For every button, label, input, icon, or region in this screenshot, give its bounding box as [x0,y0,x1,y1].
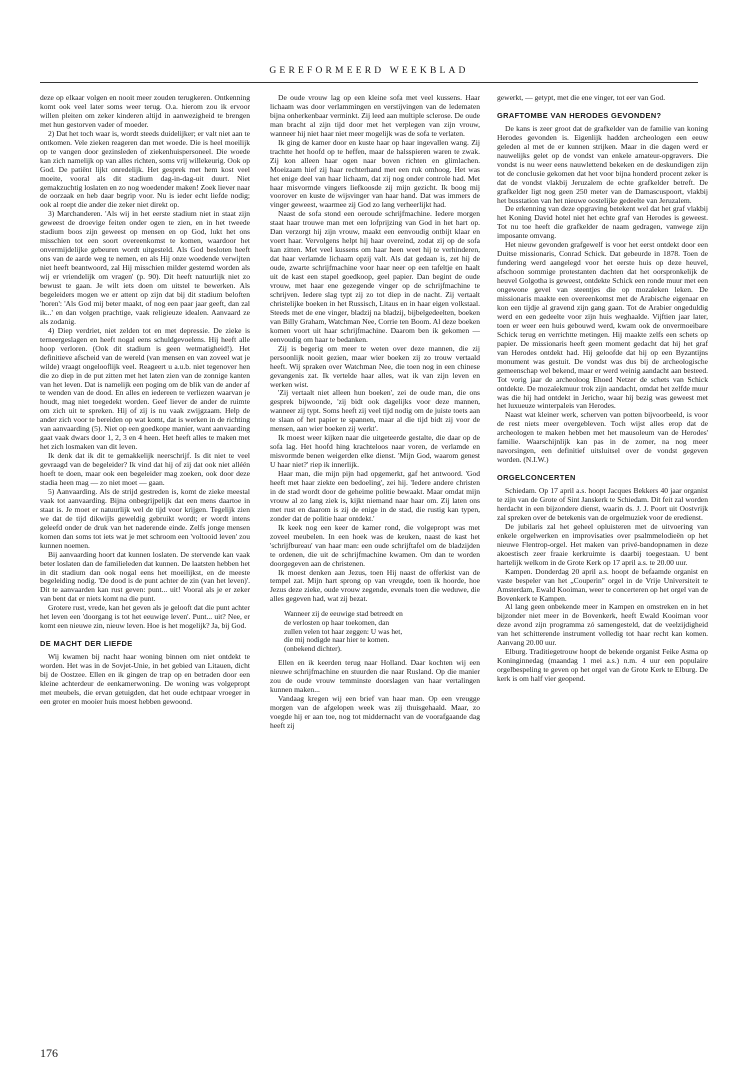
section-heading: ORGELCONCERTEN [497,473,576,483]
paragraph: Haar man, die mijn pijn had opgemerkt, gaf het antwoord. 'God heeft met haar ziekte een bedoeling', zei hij. 'Iedere andere christen in de stad wordt door de geheime politie bewaakt. Maar omdat mijn vrouw al zo lang ziek is, kijkt niemand naar haar om. Zij laten ons met rust en daarom is zij de enige in de stad, die rustig kan typen, zonder dat de politie haar ontdekt.' [270,469,480,523]
paragraph: Ik keek nog een keer de kamer rond, die volgepropt was met zoveel meubelen. In een hoek was de keuken, naast de kast het 'schrijfbureau' van haar man: een oude schrijftafel om de bladzijden te ordenen, die uit de schrijfmachine kwamen. Om dan te worden doorgegeven aan de christenen. [270,522,480,568]
paragraph: Vandaag kregen wij een brief van haar man. Op een vreugge morgen van de afgelopen week was zij thuisgehaald. Maar, zo voegde hij er aan toe, nog tot middernacht van de voorafgaande dag heeft zij [270,694,480,730]
paragraph: Bij aanvaarding hoort dat kunnen loslaten. De stervende kan vaak beter loslaten dan de familieleden dat kunnen. De laatsten hebben het in dit stadium dan ook nogal eens het moeilijkst, en de meeste begeleiding nodig. 'De dood is de punt achter de zin (van het leven)'. Dit te aanvaarden kan rust geven: punt... uit! Vooral als je er zeker van bent dat er niets komt na die punt. [40,549,250,604]
paragraph: gewerkt, — getypt, met die ene vinger, tot eer van God. [497,94,666,102]
paragraph: Ik ging de kamer door en kuste haar op haar ingevallen wang. Zij trachtte het hoofd op te heffen, maar de halsspieren waren te zwak. Zij kon alleen haar ogen naar boven richten en glimlachen. Moeizaam hief zij haar rechterhand met een ruk omhoog. Het was het enige deel van haar lichaam, dat zij nog onder controle had. Met haar misvormde vingers liefkoosde zij mijn gezicht. Ik boog mij voorover en kuste de wijsvinger van haar hand. Dat was immers de vinger geweest, waarmee zij God zo lang verheerlijkt had. [270,137,480,210]
column-3 [497,94,708,1040]
paragraph: Al lang geen onbekende meer in Kampen en omstreken en in het bijzonder niet meer in de Bovenkerk, heeft Ewald Kooiman voor deze avond zijn programma zó samengesteld, dat de veelzijdigheid van het schitterende instrument volledig tot haar recht kan komen. Aanvang 20.00 uur. [497,602,708,648]
paragraph: De erkenning van deze opgraving betekent wel dat het graf vlakbij het Koning David hotel niet het echte graf van Herodes is geweest. Tot nu toe heeft die grafkelder de naam gedragen, vanwege zijn imposante omvang. [497,204,708,241]
paragraph: Naast wat kleiner werk, scherven van potten bijvoorbeeld, is voor de rest niets meer overgebleven. Toch wijst alles erop dat de archeologen te maken hebben met het mausoleum van de Herodes' familie. Waarschijnlijk kan pas in de zomer, na nog meer navorsingen, een definitief uitsluitsel over de vondst gegeven worden. (N.I.W.) [497,410,708,465]
paragraph: 4) Diep verdriet, niet zelden tot en met depressie. De zieke is terneergeslagen en heeft nogal eens schuldgevoelens. Hij heeft alle hoop verloren. (Ook dit stadium is geen wetmatigheid!). Het definitieve afscheid van de wereld (van mensen en van zoveel wat je wilde) vraagt ongelooflijk veel. Reageert u a.u.b. niet tegenover hen die zo diep in de put zitten met het laten zien van de zonnige kanten van het leven. Dat is namelijk een poging om de blik van de ander af te wenden van de dood. En alles en iedereen te verliezen waarvan je houdt, mag niet toegedekt worden. Geef liever de ander de ruimte om zich uit te spreken. Hij of zij is nu vaak zwijgzaam. Help de ander zich voor te bereiden op wat komt, dat is werken in de richting van aanvaarding (5). Niet op een goedkope manier, want aanvaarding gaat vaak dwars door 1, 2, 3 en 4 heen. Het heeft alles te maken met het zich losmaken van dit leven. [40,325,250,452]
section-heading: DE MACHT DER LIEFDE [40,639,133,649]
paragraph: Naast de sofa stond een oeroude schrijfmachine. Iedere morgen staat haar trouwe man met een lofprijzing van God in het hart op. Dan verzorgt hij zijn vrouw, maakt een eenvoudig ontbijt klaar en voert haar. Vervolgens helpt hij haar overeind, zodat zij op de sofa kan zitten. Met veel kussens om haar heen weet hij te verhinderen, dat haar verlamde lichaam opzij valt. Als dat gedaan is, zet hij de oude, zwarte schrijfmachine voor haar neer op een tafeltje en haalt uit de kast een stapel goedkoop, geel papier. Dan begint de oude vrouw, met haar ene gezegende vinger op de schrijfmachine te schrijven. Iedere slag typt zij zo tot diep in de nacht. Zij vertaalt christelijke boeken in het Russisch, Litaus en in haar eigen volkstaal. Steeds met de ene vinger, bladzij na bladzij, bijbelgedeelten, boeken van Billy Graham, Watchman Nee, Corrie ten Boom. Al deze boeken komen voort uit haar schrijfmachine. Daarom ben ik gekomen — eenvoudig om haar te bedanken. [270,209,480,344]
paragraph: Zij is begerig om meer te weten over deze mannen, die zij persoonlijk nooit gezien, maar wier boeken zij zo trouw vertaald heeft. Wij spraken over Watchman Nee, die toen nog in een chinese gevangenis zat. Ik vertelde haar alles, wat ik van zijn leven en werken wist. [270,343,480,389]
poem-line: Wanneer zij de eeuwige stad betreedt en [284,609,403,619]
paragraph: De jubilaris zal het geheel opluisteren met de uitvoering van enkele orgelwerken en improvisaties over psalmmelodieën op het nieuwe Flentrop-orgel. Het maken van privé-bandopnamen in deze akoestisch zeer fraaie kerkruimte is daarbij toegestaan. U bent hartelijk welkom in de Grote Kerk op 17 april a.s. te 20.00 uur. [497,521,708,567]
column-1 [40,94,250,1040]
paragraph: Elburg. Traditiegetrouw hoopt de bekende organist Feike Asma op Koninginnedag (maandag 1 mei a.s.) n.m. 4 uur een populaire orgelbespeling te geven op het orgel van de Grote Kerk te Elburg. De kerk is om half vier geopend. [497,647,708,684]
column-2 [270,94,480,1040]
paragraph: 2) Dat het toch waar is, wordt steeds duidelijker; er valt niet aan te ontkomen. Vele zieken reageren dan met woede. Die is heel moeilijk op te vangen door gezinsleden of ziekenhuispersoneel. Die woede kan zich namelijk op van alles richten, soms vrij willekeurig. Ook op God. De patiënt lijkt onredelijk. Het gesprek met hem kost veel moeite, vooral als dit stadium dag-in-dag-uit duurt. Niet gemakzuchtig loslaten en zo nog woedender maken! Zoek liever naar de oorzaak en heb daar begrip voor. Nu is ieder echt liefde nodig; ook al roept die ander die zeker niet direkt op. [40,128,250,210]
paragraph: 'Zij vertaalt niet alleen hun boeken', zei de oude man, die ons gesprek bijwoonde, 'zij bidt ook dagelijks voor deze mannen, wanneer zij typt. Soms heeft zij veel tijd nodig om de juiste toets aan te slaan of het papier te spannen, maar al die tijd bidt zij voor de mensen, aan wier boeken zij werkt'. [270,388,480,434]
poem-line: die mij nodigde naar hier te komen. [284,635,390,645]
paragraph: Schiedam. Op 17 april a.s. hoopt Jacques Bekkers 40 jaar organist te zijn van de Grote of Sint Janskerk te Schiedam. Dit feit zal worden herdacht in een bijzondere dienst, waarin ds. J. J. Poort uit Oostvrijk zal spreken over de betekenis van de orgelmuziek voor de eredienst. [497,486,708,522]
paragraph: De kans is zeer groot dat de grafkelder van de familie van koning Herodes gevonden is. Eigenlijk hadden archeologen een eeuw geleden al met de er kunnen strijken. Maar in die dagen werd er nauwelijks gelet op de vondst van enkele amateur-opgravers. Die vondst is nu weer eens nauwlettend bekeken en de deskundigen zijn tot de conclusie gekomen dat het voor bijna honderd procent zeker is dat de vondst vlakbij Jeruzalem de echte grafkelder betreft. De grafkelder ligt nog geen 250 meter van de Damascuspoort, vlakbij het busstation van het nieuwe oostelijke gedeelte van Jeruzalem. [497,123,708,205]
paragraph: deze op elkaar volgen en nooit meer zouden terugkeren. Ontkenning komt ook veel later soms weer terug. O.a. hierom zou ik ervoor willen pleiten om zeker kinderen altijd in aanwezigheid te brengen met hun gestorven vader of moeder. [40,94,250,129]
paragraph: Ellen en ik keerden terug naar Holland. Daar kochten wij een nieuwe schrijfmachine en stuurden die naar Rusland. Op die manier zou de oude vrouw temminste doorslagen van haar vertalingen kunnen maken... [270,658,480,695]
paragraph: Kampen. Donderdag 20 april a.s. hoopt de befaamde organist en vaste bespeler van het „Couperin" orgel in de Vrije Universiteit te Amsterdam, Ewald Kooiman, weer te concerteren op het orgel van de Bovenkerk te Kampen. [497,566,708,603]
poem-quote [284,610,480,653]
poem-line: zullen velen tot haar zeggen: U was het, [284,626,403,636]
poem-line: de verlosten op haar toekomen, dan [284,617,390,627]
paragraph: Ik denk dat ik dit te gemakkelijk neerschrijf. Is dit niet te veel gevraagd van de begeleider? Ik vind dat hij of zij dat ook niet alléén hoeft te doen, maar ook een begeleider mag zoeken, ook door deze stadia heen mag — zo niet moet — gaan. [40,451,250,487]
masthead: GEREFORMEERD WEEKBLAD [269,66,469,76]
paragraph: Het nieuw gevonden grafgewelf is voor het eerst ontdekt door een Duitse missionaris, Conrad Schick. Dat gebeurde in 1878. Toen de fundering werd aangelegd voor het eerste huis op deze heuvel, afschoon sommige protestanten dachten dat het oorspronkelijk de heuvel Golgotha is geweest, ontdekte Schick een ronde muur met een ongewone gevel van steentjes die op mozaïeken leken. De missionaris maakte een overeenkomst met de Arabische eigenaar en kon een tijdje al gravend zijn gang gaan. Tot de Arabier ongeduldig werd en een gedeelte voor zijn huis weghaalde. Vijftien jaar later, toen er weer een huis gebouwd werd, kwam ook de onvermoeibare Schick terug en verrichtte metingen. Hij maakte zelfs een schets op papier. De missionaris heeft geen moment gedacht dat hij het graf van Herodes ontdekt had. Hij geloofde dat hij op een Byzantijns monument was gestuit. De vondst was dus bij de archeologische gemeenschap wel bekend, maar er werd weinig aandacht aan besteed. Tot vorig jaar de archeoloog Ehoed Netzer de schets van Schick ontdekte. De mozaïekmuur trok zijn aandacht, omdat het zelfde muur was die hij had ontdekt in Jericho, waar hij bezig was geweest met het luxueuze winterpaleis van Herodes. [497,240,708,411]
header-rule [40,82,698,83]
paragraph: Grotere rust, vrede, kan het geven als je gelooft dat die punt achter het leven een 'doorgang is tot het eeuwige leven'. Punt... uit? Nee, er komt een nieuwe zin, nieuw leven. Hoe is het mogelijk? Ja, bij God. [40,603,250,631]
paragraph: Ik moest denken aan Jezus, toen Hij naast de offerkist van de tempel zat. Mijn hart sprong op van vreugde, toen ik hoorde, hoe Jezus deze zieke, oude vrouw zegende, evenals toen die weduwe, die alles gegeven had, wat zij bezat. [270,567,480,604]
paragraph: De oude vrouw lag op een kleine sofa met veel kussens. Haar lichaam was door verlammingen en verstijvingen van de ledematen bijna onherkenbaar verminkt. Zij leed aan multiple sclerose. De oude man bracht al zijn tijd door met het verplegen van zijn vrouw, wanneer hij niet haar niet meer mogelijk was de sofa te verlaten. [270,94,480,138]
page-number: 176 [40,1046,58,1060]
paragraph: Wij kwamen bij nacht haar woning binnen om niet ontdekt te worden. Het was in de Sovjet-Unie, in het gebied van Litauen, dicht bij de Oostzee. Ellen en ik gingen de trap op en betraden door een kleine achterdeur de eenkamerwoning. De woning was volgepropt met meubels, die ervan getuigden, dat het oude echtpaar vroeger in een groter en mooier huis moest hebben gewoond. [40,652,250,706]
poem-attribution: (onbekend dichter). [284,643,342,653]
paragraph: 3) Marchanderen. 'Als wij in het eerste stadium niet in staat zijn geweest de droevige feiten onder ogen te zien, en in het tweede stadium boos zijn geweest op mensen en op God, lukt het ons misschien tot een soort overeenkomst te komen, waardoor het onvermijdelijke gebeuren wordt uitgesteld. Als God besloten heeft ons van de aarde weg te nemen, en als Hij onze woedende verwijten niet heeft beantwoord, zal Hij misschien milder gestemd worden als wij er vriendelijk om vragen' (p. 90). Dit heeft natuurlijk niet zo bewust te gaan. Je wilt iets doen om uitstel te bewerken. Als begeleiders mogen we er attent op zijn dat bij dit stadium beloften 'horen': 'Als God mij beter maakt, of nog een paar jaar geeft, dan zal ik...' en dan volgen prachtige, vaak religieuze idealen. Aanvaard ze als zodanig. [40,209,250,326]
section-heading: GRAFTOMBE VAN HERODES GEVONDEN? [497,110,662,120]
paragraph: Ik moest weer kijken naar die uitgeteerde gestalte, die daar op de sofa lag. Het hoofd hing krachteloos naar voren, de verlamde en misvormde benen weigerden elke dienst. 'Mijn God, waarom genest U haar niet?' riep ik innerlijk. [270,433,480,470]
paragraph: 5) Aanvaarding. Als de strijd gestreden is, komt de zieke meestal vaak tot aanvaarding. Bijna onbegrijpelijk dat een mens daartoe in staat is. Je moet er natuurlijk wel de tijd voor krijgen. Tegelijk zien we dat de tijd dikwijls geweldig gebruikt wordt; er wordt intens geleefd onder de druk van het naderende einde. Zelfs jonge mensen komen dan soms tot iets wat je met schroom een 'voltooid leven' zou kunnen noemen. [40,486,250,550]
